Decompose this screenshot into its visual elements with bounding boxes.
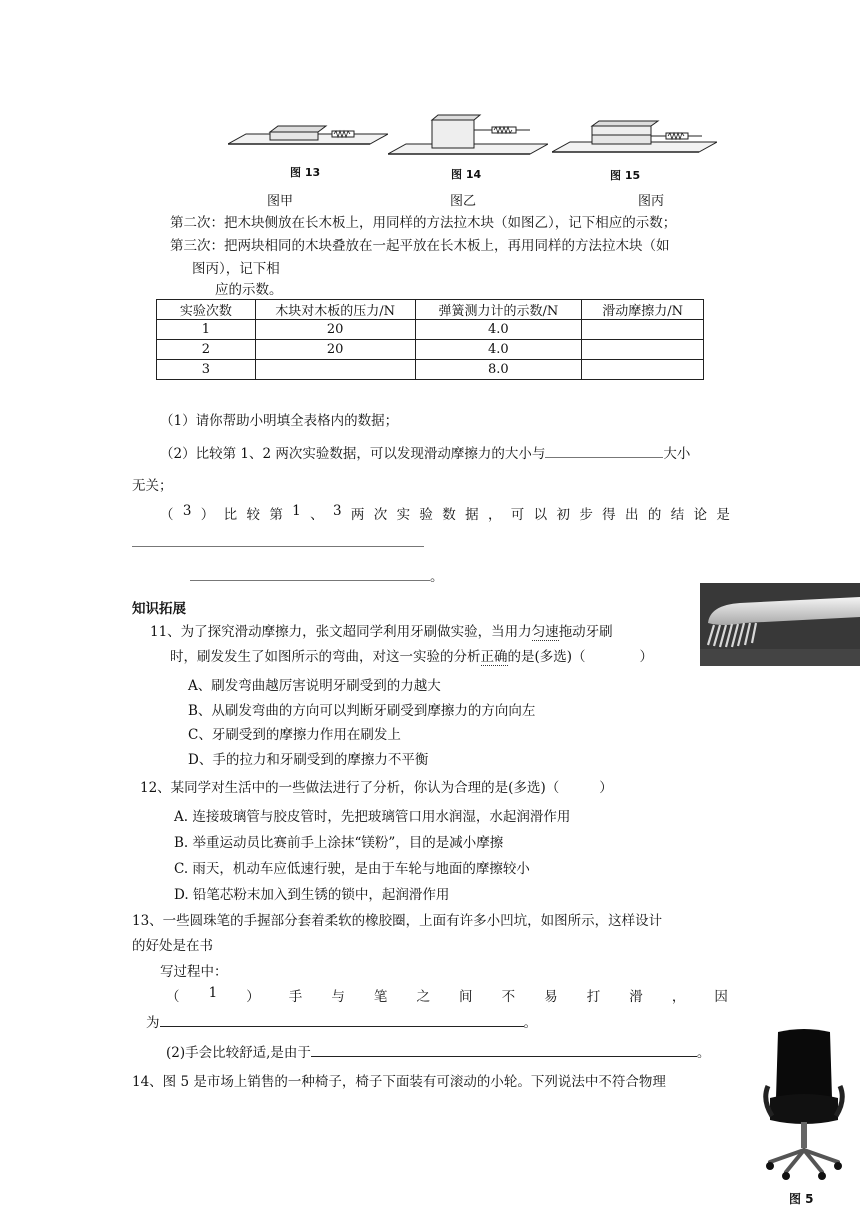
answer-blank[interactable] [190,566,430,581]
table-row [157,360,704,380]
option-12b: B. 举重运动员比赛前手上涂抹“镁粉”，目的是减小摩擦 [174,835,504,851]
table-cell: 20 [255,340,415,360]
question-11-text-c: 时，刷发发生了如图所示的弯曲，对这一实验的分析 [170,649,481,665]
justified-char: 之 [416,989,430,1005]
period: 。 [430,569,444,585]
step-third: 第三次：把两块相同的木块叠放在一起平放在长木板上，再用同样的方法拉木块（如 [170,238,670,254]
justified-char: （ [160,507,174,523]
figure-14-apparatus [388,110,548,162]
justified-char: 以 [533,507,548,523]
question-11-text: 11、为了探究滑动摩擦力，张文超同学利用牙刷做实验，当用力 [150,624,532,640]
figure-5-label: 图 5 [789,1192,814,1206]
option-11d: D、手的拉力和牙刷受到的摩擦力不平衡 [188,752,429,768]
chair-photo [760,1028,848,1186]
justified-char: 1 [208,985,218,1001]
step-third-cont: 图丙），记下相 [192,261,280,277]
question-11-close: ） [639,649,654,665]
answer-blank[interactable] [311,1042,697,1057]
table-header-row [157,300,704,320]
justified-char: 手 [288,989,303,1005]
figure-caption-a: 图甲 [267,194,294,209]
justified-char: 得 [602,507,616,523]
table-row [157,320,704,340]
option-12a: A. 连接玻璃管与胶皮管时，先把玻璃管口用水润湿，水起润滑作用 [174,809,571,825]
option-11a: A、刷发弯曲越厉害说明牙刷受到的力越大 [188,678,441,694]
table-header: 弹簧测力计的示数/N [415,300,582,320]
justified-char: 可 [510,507,525,523]
justified-char: 是 [716,507,730,523]
table-cell: 4.0 [415,340,582,360]
table-header: 滑动摩擦力/N [582,300,704,320]
question-1: （1）请你帮助小明填全表格内的数据； [160,413,399,429]
justified-char: 间 [459,989,473,1005]
question-13: 13、一些圆珠笔的手握部分套着柔软的橡胶圈，上面有许多小凹坑，如图所示，这样设计 [132,913,663,929]
justified-char: 因 [714,989,728,1005]
option-12c: C. 雨天，机动车应低速行驶，是由于车轮与地面的摩擦较小 [174,861,530,877]
justified-char: 打 [586,989,601,1005]
justified-char: ） [246,989,260,1005]
justified-char: 、 [310,507,324,523]
justified-char: 出 [625,507,639,523]
question-11 [150,620,613,640]
justified-char: 验 [419,507,433,523]
step-second: 第二次：把木块侧放在长木板上，用同样的方法拉木块（如图乙），记下相应的示数； [170,215,677,231]
justified-char: 实 [396,507,411,523]
figure-13-apparatus [228,110,388,162]
question-12-close: ） [599,780,613,796]
emphasis-uniform: 匀速 [531,624,559,640]
justified-char: 3 [332,503,342,519]
justified-char: 据 [465,507,479,523]
justified-char: 结 [670,507,685,523]
question-2 [160,442,690,462]
justified-char: （ [166,989,180,1005]
figure-14-label: 图 14 [451,168,482,181]
question-13-part1-cont [146,1011,537,1031]
table-cell: 2 [157,340,256,360]
question-14: 14、图 5 是市场上销售的一种椅子，椅子下面装有可滚动的小轮。下列说法中不符合物理 [132,1074,666,1090]
justified-char: ， [671,989,686,1005]
answer-blank[interactable] [160,1012,524,1027]
table-cell[interactable] [582,360,704,380]
justified-char: 1 [292,503,301,519]
table-header: 实验次数 [157,300,256,320]
answer-blank[interactable] [545,443,663,458]
table-header: 木块对木板的压力/N [255,300,415,320]
justified-char: 不 [501,989,516,1005]
justified-char: 两 [350,507,365,523]
justified-char: ， [487,507,502,523]
section-title: 知识拓展 [132,601,186,617]
justified-char: 论 [693,507,708,523]
justified-char: 3 [182,503,192,519]
justified-char: 易 [544,989,558,1005]
question-11-text-d: 的是(多选)（ [507,649,586,665]
justified-char: 与 [331,989,345,1005]
justified-char: 的 [647,507,662,523]
toothbrush-photo [700,583,860,666]
question-3-end [190,565,444,585]
figure-15-label: 图 15 [610,169,641,182]
table-cell[interactable] [582,320,704,340]
period: 。 [523,1015,537,1031]
question-13-cont2: 写过程中： [160,964,228,980]
question-2-text: （2）比较第 1、2 两次实验数据，可以发现滑动摩擦力的大小与 [160,446,546,462]
question-13-cont: 的好处是在书 [132,938,213,954]
table-cell: 4.0 [415,320,582,340]
question-12-text: 12、某同学对生活中的一些做法进行了分析，你认为合理的是(多选)（ [140,780,560,796]
justified-char: 笔 [373,989,388,1005]
figure-caption-b: 图乙 [450,194,477,209]
question-2-cont: 无关； [132,478,173,494]
justified-char: 数 [442,507,456,523]
question-13-part2 [166,1041,710,1061]
table-cell: 20 [255,320,415,340]
experiment-table [156,299,704,380]
question-2-tail: 大小 [663,446,691,462]
table-row [157,340,704,360]
table-cell: 1 [157,320,256,340]
step-third-end: 应的示数。 [215,282,283,298]
emphasis-correct: 正确 [480,649,508,665]
justified-char: ） [200,507,215,523]
table-cell[interactable] [582,340,704,360]
option-12d: D. 铅笔芯粉末加入到生锈的锁中，起润滑作用 [174,887,450,903]
figure-13-label: 图 13 [290,166,321,179]
answer-blank[interactable] [132,532,424,547]
question-11-text-b: 拖动牙刷 [558,624,613,640]
justified-char: 较 [246,507,260,523]
question-11-cont [170,645,653,665]
option-11c: C、牙刷受到的摩擦力作用在刷发上 [188,727,401,743]
part2-text: (2)手会比较舒适,是由于 [166,1045,311,1061]
question-13-part1 [166,985,728,1005]
justified-char: 比 [223,507,238,523]
question-3 [160,503,730,523]
table-cell: 8.0 [415,360,582,380]
figure-caption-c: 图丙 [638,194,665,209]
option-11b: B、从刷发弯曲的方向可以判断牙刷受到摩擦力的方向向左 [188,703,536,719]
figure-15-apparatus [552,110,717,162]
part1-text: 为 [146,1015,160,1031]
justified-char: 步 [579,507,593,523]
justified-char: 第 [269,507,283,523]
question-12 [140,776,613,796]
period: 。 [696,1045,711,1061]
justified-char: 次 [373,507,388,523]
justified-char: 初 [556,507,570,523]
justified-char: 滑 [629,989,643,1005]
table-cell[interactable] [255,360,415,380]
table-cell: 3 [157,360,256,380]
